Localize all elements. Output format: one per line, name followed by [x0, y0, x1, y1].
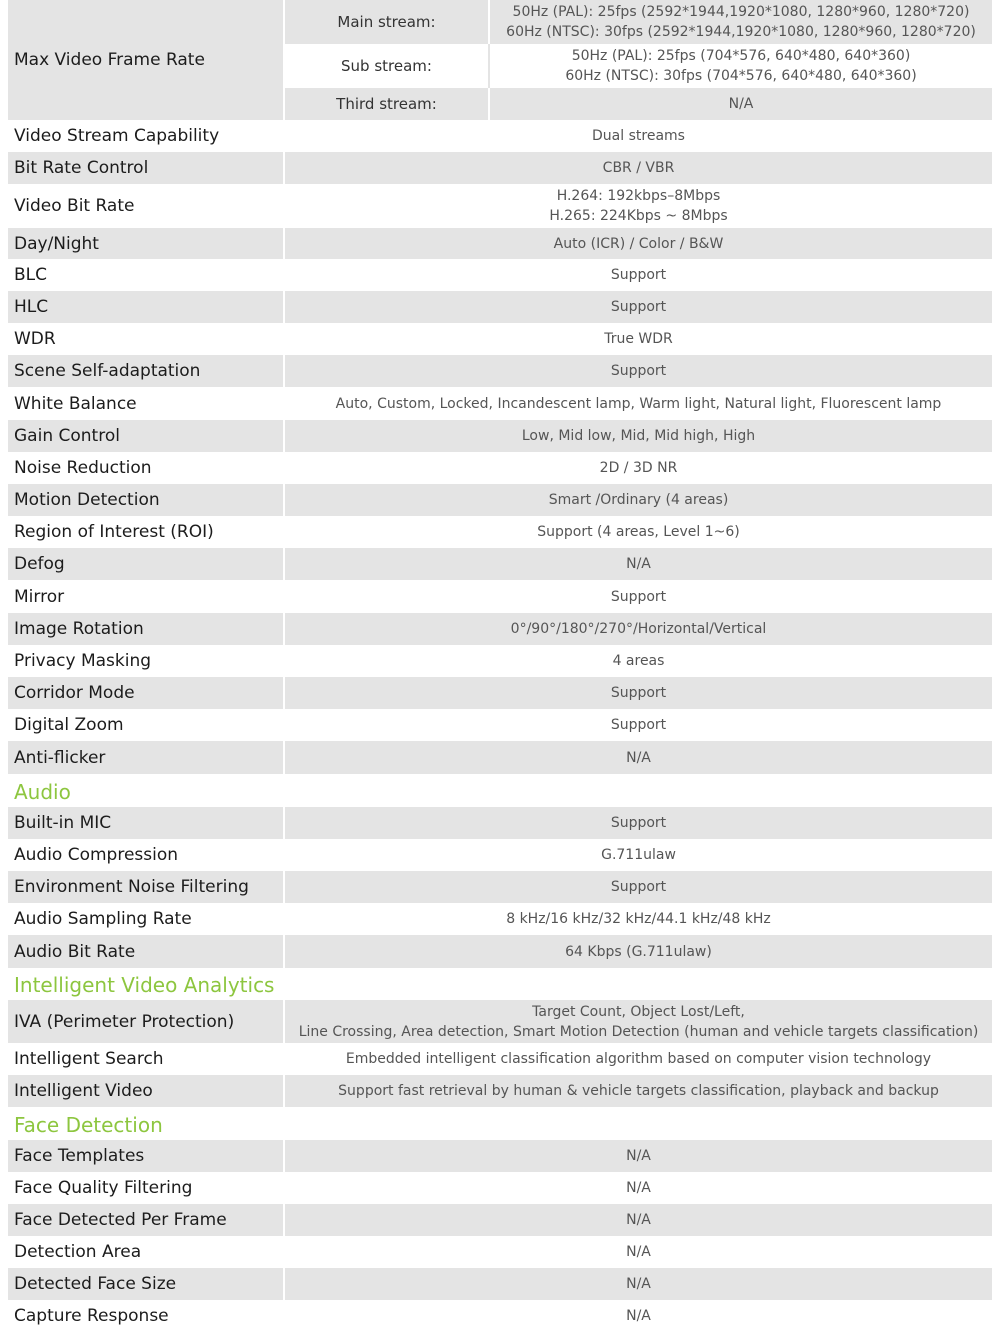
- spec-row-environment-noise-filtering: [8, 871, 992, 903]
- spec-value-line: G.711ulaw: [601, 847, 676, 863]
- spec-label: Audio Compression: [14, 845, 179, 865]
- spec-row-hlc: [8, 291, 992, 323]
- spec-value-line: Support: [610, 267, 667, 283]
- spec-label: Built-in MIC: [14, 813, 112, 833]
- spec-value: [285, 903, 992, 935]
- spec-label: Day/Night: [14, 233, 99, 254]
- spec-row-bit-rate-control: [8, 152, 992, 184]
- max-frame-rate-streams: [285, 0, 992, 120]
- spec-value-line: CBR / VBR: [602, 160, 675, 176]
- spec-row-image-rotation: [8, 613, 992, 645]
- section-title-iva: Intelligent Video Analytics: [14, 973, 275, 997]
- spec-value: [285, 484, 992, 516]
- spec-value: [285, 580, 992, 613]
- spec-label: Mirror: [14, 586, 65, 607]
- spec-row-video-stream-capability: [8, 120, 992, 152]
- max-frame-rate-label: Max Video Frame Rate: [8, 0, 283, 120]
- spec-value-line: 2D / 3D NR: [599, 460, 678, 476]
- spec-row-detected-face-size: [8, 1268, 992, 1300]
- spec-label: Bit Rate Control: [14, 158, 149, 178]
- spec-row-anti-flicker: [8, 741, 992, 774]
- spec-row-digital-zoom: [8, 709, 992, 741]
- third-stream-row: [285, 88, 992, 120]
- spec-label: Digital Zoom: [14, 715, 124, 735]
- spec-label: WDR: [14, 329, 56, 349]
- main-stream-line: 50Hz (PAL): 25fps (2592*1944,1920*1080, 1280*960, 1280*720): [512, 4, 970, 20]
- spec-row-mirror: [8, 580, 992, 613]
- spec-value-line: H.264: 192kbps–8Mbps: [556, 188, 721, 204]
- spec-row-scene-self-adaptation: [8, 355, 992, 387]
- main-stream-line: 60Hz (NTSC): 30fps (2592*1944,1920*1080, 1280*960, 1280*720): [506, 24, 976, 40]
- spec-label: Gain Control: [14, 426, 120, 446]
- spec-value-line: 64 Kbps (G.711ulaw): [565, 943, 712, 960]
- spec-value-line: N/A: [626, 1276, 651, 1292]
- spec-value-line: Target Count, Object Lost/Left,: [532, 1003, 745, 1020]
- third-stream-value: [490, 88, 992, 120]
- spec-value-line: Support: [610, 363, 667, 379]
- spec-label: Anti-flicker: [14, 747, 106, 768]
- spec-label: Video Bit Rate: [14, 196, 135, 216]
- spec-value-line: Support: [610, 717, 667, 733]
- spec-value: [285, 871, 992, 903]
- main-stream-row: [285, 0, 992, 44]
- spec-label: BLC: [14, 265, 48, 285]
- spec-value-line: 0°/90°/180°/270°/Horizontal/Vertical: [510, 621, 767, 637]
- spec-value-line: Support (4 areas, Level 1~6): [537, 524, 740, 540]
- spec-label: IVA (Perimeter Protection): [14, 1011, 235, 1032]
- spec-value: [285, 709, 992, 741]
- spec-value-line: N/A: [626, 749, 651, 766]
- spec-value: [285, 613, 992, 645]
- spec-value: [285, 1172, 992, 1204]
- spec-label: Detected Face Size: [14, 1274, 177, 1294]
- spec-value-line: 4 areas: [612, 653, 665, 669]
- spec-value-line: Low, Mid low, Mid, Mid high, High: [521, 428, 756, 444]
- spec-value-line: Smart /Ordinary (4 areas): [548, 492, 729, 508]
- spec-value: [285, 1300, 992, 1332]
- spec-value: [285, 1204, 992, 1236]
- spec-label: Video Stream Capability: [14, 126, 220, 146]
- spec-row-wdr: [8, 323, 992, 355]
- spec-value: [285, 1000, 992, 1043]
- spec-value-line: True WDR: [604, 331, 673, 347]
- spec-value: [285, 387, 992, 420]
- spec-value: [285, 1268, 992, 1300]
- spec-value: [285, 807, 992, 839]
- spec-value: [285, 1140, 992, 1172]
- spec-row-noise-reduction: [8, 452, 992, 484]
- spec-row-built-in-mic: [8, 807, 992, 839]
- spec-row-detection-area: [8, 1236, 992, 1268]
- main-stream-label: Main stream:: [337, 13, 436, 31]
- main-stream-value: [490, 0, 992, 44]
- spec-value: [285, 355, 992, 387]
- spec-value-line: 8 kHz/16 kHz/32 kHz/44.1 kHz/48 kHz: [506, 911, 771, 927]
- spec-value-line: H.265: 224Kbps ~ 8Mbps: [549, 208, 728, 224]
- spec-value-line: Support fast retrieval by human & vehicle targets classification, playback and backup: [338, 1083, 939, 1099]
- spec-value: [285, 323, 992, 355]
- spec-value-line: Support: [610, 588, 667, 605]
- spec-label: Region of Interest (ROI): [14, 522, 214, 542]
- spec-value-line: Support: [610, 879, 667, 895]
- spec-value: [285, 1043, 992, 1075]
- spec-label: Face Quality Filtering: [14, 1178, 193, 1198]
- sub-stream-label: Sub stream:: [341, 57, 432, 75]
- section-title-audio: Audio: [14, 780, 71, 804]
- spec-row-blc: [8, 259, 992, 291]
- spec-label: Environment Noise Filtering: [14, 877, 249, 897]
- spec-row-white-balance: [8, 387, 992, 420]
- spec-row-face-quality-filtering: [8, 1172, 992, 1204]
- spec-value: [285, 516, 992, 548]
- spec-row-intelligent-search: [8, 1043, 992, 1075]
- spec-row-audio-bit-rate: [8, 935, 992, 968]
- spec-row-audio-compression: [8, 839, 992, 871]
- spec-value: [285, 452, 992, 484]
- section-title-face-detection: Face Detection: [14, 1113, 163, 1137]
- spec-value-line: N/A: [626, 1180, 651, 1196]
- spec-value: [285, 291, 992, 323]
- spec-value-line: N/A: [626, 1308, 651, 1324]
- sub-stream-line: 50Hz (PAL): 25fps (704*576, 640*480, 640*360): [571, 48, 911, 64]
- spec-value-line: N/A: [626, 1212, 651, 1228]
- spec-value: [285, 1075, 992, 1107]
- spec-label: Audio Bit Rate: [14, 941, 136, 962]
- spec-value: [285, 839, 992, 871]
- spec-label: Capture Response: [14, 1306, 169, 1326]
- third-stream-label: Third stream:: [336, 95, 437, 113]
- spec-label: Audio Sampling Rate: [14, 909, 192, 929]
- spec-label: Scene Self-adaptation: [14, 361, 201, 381]
- spec-value-line: Support: [610, 685, 667, 701]
- spec-label: Detection Area: [14, 1242, 142, 1262]
- spec-value-line: Dual streams: [592, 128, 685, 144]
- sub-stream-row: [285, 44, 992, 88]
- spec-value: [285, 259, 992, 291]
- spec-value: [285, 741, 992, 774]
- spec-value-line: Auto (ICR) / Color / B&W: [553, 235, 724, 252]
- spec-label: White Balance: [14, 393, 137, 414]
- spec-value-line: Embedded intelligent classification algorithm based on computer vision technology: [345, 1051, 932, 1067]
- spec-row-day-night: [8, 228, 992, 259]
- spec-label: Intelligent Search: [14, 1049, 164, 1069]
- spec-value-line: N/A: [626, 556, 651, 572]
- spec-row-privacy-masking: [8, 645, 992, 677]
- spec-value: [285, 420, 992, 452]
- spec-label: Privacy Masking: [14, 651, 152, 671]
- spec-row-gain-control: [8, 420, 992, 452]
- spec-value: [285, 935, 992, 968]
- spec-row-motion-detection: [8, 484, 992, 516]
- spec-value: [285, 677, 992, 709]
- spec-label: Motion Detection: [14, 490, 160, 510]
- spec-label: Image Rotation: [14, 619, 144, 639]
- sub-stream-value: [490, 44, 992, 88]
- spec-value-line: N/A: [626, 1244, 651, 1260]
- spec-label: Face Detected Per Frame: [14, 1210, 227, 1230]
- spec-row-corridor-mode: [8, 677, 992, 709]
- spec-value: [285, 228, 992, 259]
- spec-label: Defog: [14, 554, 65, 574]
- spec-label: Corridor Mode: [14, 683, 135, 703]
- max-frame-rate-block: [8, 0, 992, 120]
- spec-row-video-bit-rate: [8, 184, 992, 228]
- spec-row-capture-response: [8, 1300, 992, 1332]
- sub-stream-line: 60Hz (NTSC): 30fps (704*576, 640*480, 640*360): [565, 68, 917, 84]
- spec-value-line: Auto, Custom, Locked, Incandescent lamp, Warm light, Natural light, Fluorescent lamp: [335, 395, 942, 412]
- spec-label: Noise Reduction: [14, 458, 152, 478]
- spec-value: [285, 152, 992, 184]
- spec-row-intelligent-video: [8, 1075, 992, 1107]
- spec-value-line: Line Crossing, Area detection, Smart Motion Detection (human and vehicle targets classification): [298, 1023, 979, 1040]
- spec-row-roi: [8, 516, 992, 548]
- spec-row-audio-sampling-rate: [8, 903, 992, 935]
- spec-row-defog: [8, 548, 992, 580]
- spec-row-iva-perimeter: [8, 1000, 992, 1043]
- spec-value-line: Support: [610, 299, 667, 315]
- spec-value-line: N/A: [626, 1148, 651, 1164]
- spec-value: [285, 1236, 992, 1268]
- spec-value: [285, 120, 992, 152]
- spec-value: [285, 548, 992, 580]
- third-stream-line: N/A: [728, 96, 754, 112]
- spec-label: Face Templates: [14, 1146, 145, 1166]
- spec-value: [285, 645, 992, 677]
- spec-label: HLC: [14, 297, 49, 317]
- spec-value-line: Support: [610, 815, 667, 831]
- spec-row-face-templates: [8, 1140, 992, 1172]
- spec-label: Intelligent Video: [14, 1081, 153, 1101]
- spec-value: [285, 184, 992, 228]
- spec-row-face-detected-per-frame: [8, 1204, 992, 1236]
